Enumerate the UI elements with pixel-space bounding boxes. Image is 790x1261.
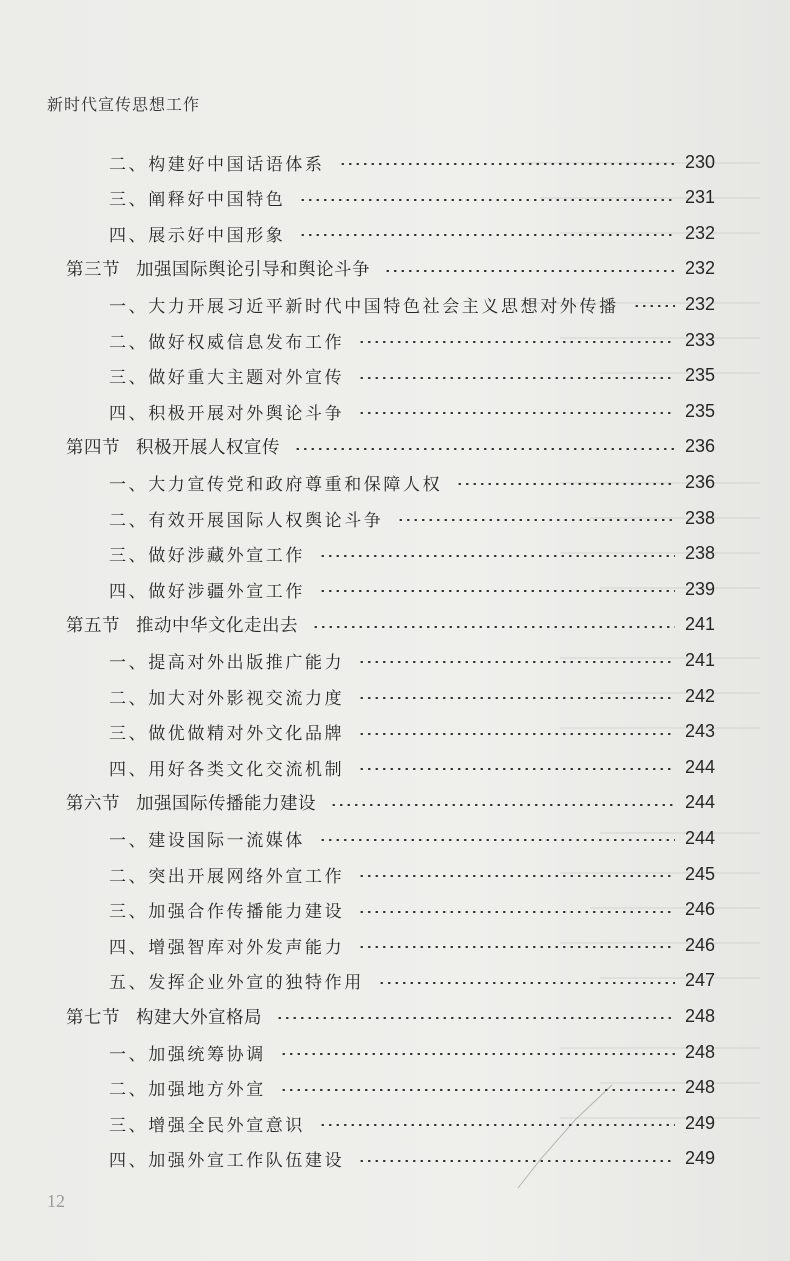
dot-leader [312, 626, 675, 628]
toc-subentry [109, 287, 715, 321]
dot-leader [319, 590, 675, 592]
dot-leader [358, 768, 675, 770]
toc-subentry [109, 893, 715, 927]
page-number: 238 [684, 543, 715, 564]
entry-title: 二、构建好中国话语体系 [109, 154, 325, 175]
dot-leader [358, 412, 675, 414]
entry-title: 二、加大对外影视交流力度 [109, 688, 345, 709]
toc-subentry [109, 1106, 715, 1140]
toc-subentry [109, 537, 715, 571]
entry-title: 四、做好涉疆外宣工作 [109, 581, 305, 602]
entry-title: 构建大外宣格局 [136, 1007, 262, 1028]
page-number: 244 [684, 756, 715, 777]
entry-title: 三、阐释好中国特色 [109, 190, 286, 211]
toc-subentry [109, 359, 715, 393]
toc-subentry [109, 1142, 715, 1176]
page-number: 232 [684, 222, 715, 243]
toc-section-entry [66, 252, 715, 286]
page-number: 231 [684, 187, 715, 208]
dot-leader [384, 270, 675, 272]
dot-leader [397, 519, 675, 521]
toc-subentry [109, 145, 715, 179]
toc-subentry [109, 750, 715, 784]
page-number: 232 [684, 293, 715, 314]
page-number: 236 [684, 471, 715, 492]
toc-subentry [109, 715, 715, 749]
dot-leader [299, 234, 675, 236]
entry-title: 一、提高对外出版推广能力 [109, 652, 345, 673]
toc-subentry [109, 216, 715, 250]
toc-subentry [109, 964, 715, 998]
dot-leader [319, 555, 675, 557]
page-number: 238 [684, 507, 715, 528]
section-number: 第六节 [66, 794, 120, 815]
entry-title: 一、大力宣传党和政府尊重和保障人权 [109, 474, 443, 495]
dot-leader [358, 377, 675, 379]
dot-leader [358, 697, 675, 699]
toc-subentry [109, 679, 715, 713]
page-number: 230 [684, 151, 715, 172]
page-number: 239 [684, 578, 715, 599]
page-number: 246 [684, 899, 715, 920]
page-folio: 12 [47, 1191, 65, 1211]
page-number: 236 [684, 436, 715, 457]
toc-subentry [109, 572, 715, 606]
toc-subentry [109, 394, 715, 428]
page-number: 249 [684, 1148, 715, 1169]
dot-leader [358, 1160, 675, 1162]
page-number: 249 [684, 1112, 715, 1133]
dot-leader [276, 1017, 675, 1019]
page-number: 248 [684, 1041, 715, 1062]
dot-leader [319, 839, 675, 841]
toc-subentry [109, 1035, 715, 1069]
entry-title: 三、加强合作传播能力建设 [109, 902, 345, 923]
page-number: 243 [684, 721, 715, 742]
entry-title: 一、加强统筹协调 [109, 1044, 266, 1065]
dot-leader [633, 305, 675, 307]
dot-leader [358, 661, 675, 663]
dot-leader [294, 448, 675, 450]
toc-subentry [109, 501, 715, 535]
dot-leader [280, 1089, 675, 1091]
entry-title: 四、加强外宣工作队伍建设 [109, 1151, 345, 1172]
page-number: 233 [684, 329, 715, 350]
section-number: 第三节 [66, 260, 120, 281]
page-number: 244 [684, 792, 715, 813]
section-number: 第五节 [66, 616, 120, 637]
page-number: 242 [684, 685, 715, 706]
dot-leader [299, 199, 675, 201]
entry-title: 二、突出开展网络外宣工作 [109, 866, 345, 887]
entry-title: 二、做好权威信息发布工作 [109, 332, 345, 353]
toc-section-entry [66, 786, 715, 820]
dot-leader [378, 982, 675, 984]
entry-title: 推动中华文化走出去 [136, 616, 298, 637]
entry-title: 三、增强全民外宣意识 [109, 1115, 305, 1136]
entry-title: 积极开展人权宣传 [136, 438, 280, 459]
page-number: 245 [684, 863, 715, 884]
dot-leader [358, 875, 675, 877]
page-number: 232 [684, 258, 715, 279]
page-number: 246 [684, 934, 715, 955]
entry-title: 一、大力开展习近平新时代中国特色社会主义思想对外传播 [109, 296, 619, 317]
entry-title: 加强国际传播能力建设 [136, 794, 316, 815]
page-number: 241 [684, 649, 715, 670]
entry-title: 三、做好重大主题对外宣传 [109, 368, 345, 389]
dot-leader [358, 946, 675, 948]
dot-leader [319, 1124, 675, 1126]
section-number: 第七节 [66, 1007, 120, 1028]
page-number: 248 [684, 1077, 715, 1098]
entry-title: 三、做优做精对外文化品牌 [109, 724, 345, 745]
toc-section-entry [66, 999, 715, 1033]
page-number: 247 [684, 970, 715, 991]
entry-title: 二、加强地方外宣 [109, 1080, 266, 1101]
toc-section-entry [66, 430, 715, 464]
entry-title: 一、建设国际一流媒体 [109, 830, 305, 851]
page-number: 248 [684, 1005, 715, 1026]
page-number: 241 [684, 614, 715, 635]
toc-section-entry [66, 608, 715, 642]
toc-subentry [109, 465, 715, 499]
page-number: 235 [684, 400, 715, 421]
dot-leader [358, 341, 675, 343]
page-number: 235 [684, 365, 715, 386]
entry-title: 二、有效开展国际人权舆论斗争 [109, 510, 384, 531]
page-number: 244 [684, 827, 715, 848]
toc-subentry [109, 928, 715, 962]
toc-subentry [109, 643, 715, 677]
dot-leader [330, 804, 675, 806]
entry-title: 加强国际舆论引导和舆论斗争 [136, 260, 370, 281]
toc-subentry [109, 821, 715, 855]
entry-title: 四、展示好中国形象 [109, 225, 286, 246]
section-number: 第四节 [66, 438, 120, 459]
dot-leader [358, 911, 675, 913]
dot-leader [358, 733, 675, 735]
toc-subentry [109, 323, 715, 357]
entry-title: 四、积极开展对外舆论斗争 [109, 403, 345, 424]
entry-title: 三、做好涉藏外宣工作 [109, 546, 305, 567]
entry-title: 四、增强智库对外发声能力 [109, 937, 345, 958]
dot-leader [339, 163, 675, 165]
dot-leader [280, 1053, 675, 1055]
running-header: 新时代宣传思想工作 [47, 95, 201, 114]
entry-title: 四、用好各类文化交流机制 [109, 759, 345, 780]
entry-title: 五、发挥企业外宣的独特作用 [109, 973, 364, 994]
dot-leader [456, 483, 675, 485]
toc-subentry [109, 1071, 715, 1105]
toc-subentry [109, 857, 715, 891]
toc-subentry [109, 181, 715, 215]
